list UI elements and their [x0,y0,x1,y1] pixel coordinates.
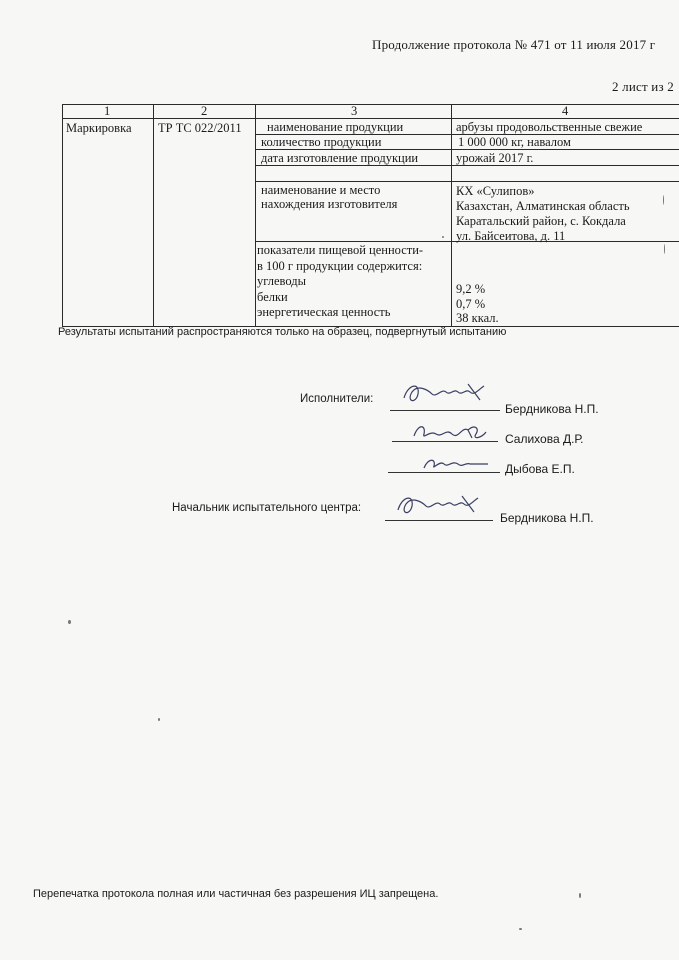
executor-name-3: Дыбова Е.П. [505,462,575,476]
scan-speck [579,893,581,898]
column-number-4: 4 [562,104,569,118]
column-number-2: 2 [201,104,208,118]
scan-speck [664,244,665,254]
executor-name-1: Бердникова Н.П. [505,402,599,416]
value-quantity: 1 000 000 кг, навалом [458,135,571,149]
marking-cell: Маркировка [66,121,132,135]
chief-label: Начальник испытательного центра: [172,502,362,514]
regulation-cell: ТР ТС 022/2011 [158,121,242,135]
executor-name-2: Салихова Д.Р. [505,432,584,446]
value-product-name: арбузы продовольственные свежие [456,120,643,134]
sheet-number: 2 лист из 2 [612,79,674,94]
param-quantity: количество продукции [261,135,382,149]
chief-name: Бердникова Н.П. [500,511,594,525]
param-production-date: дата изготовление продукции [261,151,419,165]
reprint-notice: Перепечатка протокола полная или частичная без разрешения ИЦ запрещена. [33,888,439,900]
signature-1 [398,378,494,410]
scan-speck [519,928,522,930]
scan-speck [158,718,160,721]
param-nutrition: показатели пищевой ценности- в 100 г продукции содержится: углеводы белки энергетическая ценность [257,243,424,319]
continuation-header: Продолжение протокола № 471 от 11 июля 2017 г [372,37,656,52]
chief-signature [392,490,488,522]
results-note: Результаты испытаний распространяются только на образец, подвергнутый испытанию [58,326,507,338]
param-product-name: наименование продукции [267,120,404,134]
value-production-date: урожай 2017 г. [456,151,534,165]
executors-label: Исполнители: [300,393,374,405]
value-nutrition: 9,2 % 0,7 % 38 ккал. [456,282,499,325]
column-number-3: 3 [351,104,358,118]
scan-speck [442,236,444,238]
signature-3 [420,452,492,474]
column-number-1: 1 [104,104,111,118]
scan-speck [68,620,71,624]
scan-speck [663,195,664,205]
param-manufacturer: наименование и место нахождения изготовителя [261,183,398,211]
value-manufacturer: КХ «Сулипов» Казахстан, Алматинская область Каратальский район, с. Кокдала ул. Байсеитова, д. 11 [456,184,630,243]
